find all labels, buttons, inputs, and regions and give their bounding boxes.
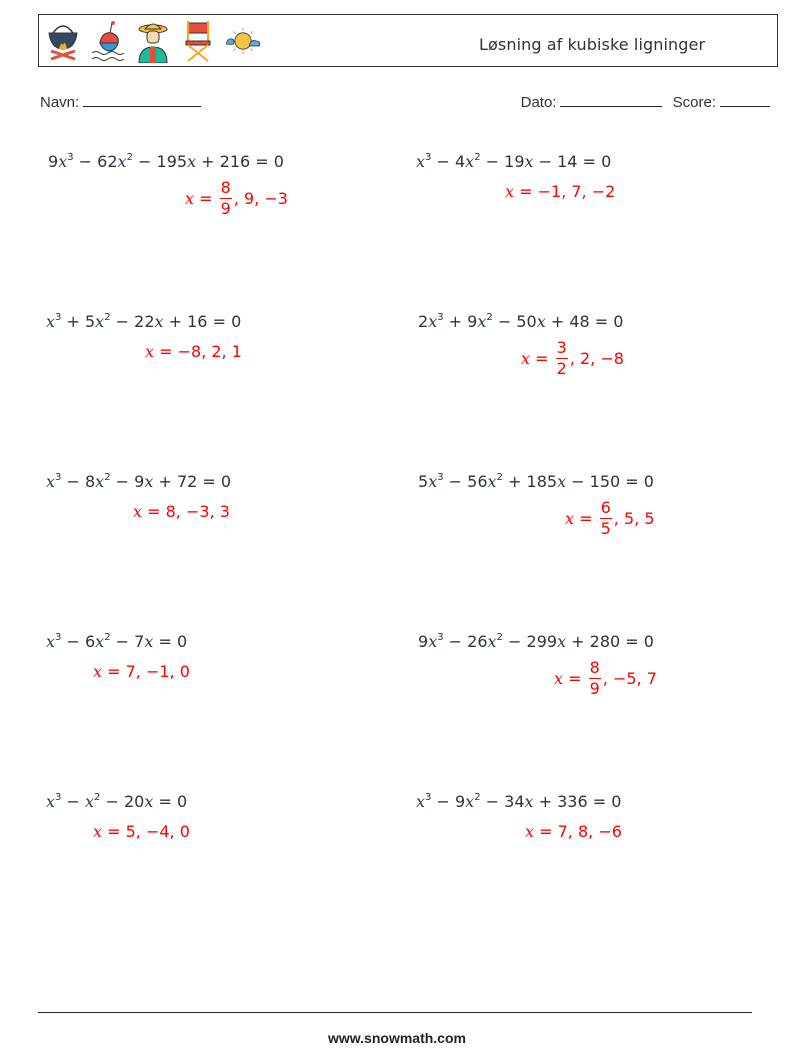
- equation: $x^3 - 6x^2 - 7x = 0$: [46, 632, 188, 651]
- score-field[interactable]: [720, 105, 770, 107]
- answer-2: x = −1, 7, −2: [505, 182, 616, 201]
- problem-9: [46, 792, 187, 811]
- worksheet-header: [38, 14, 778, 67]
- equation: $9x^3 - 62x^2 - 195x + 216 = 0$: [48, 152, 284, 171]
- answer-6: x = $\frac{6}{5}$ , 5, 5: [565, 498, 655, 538]
- answer-3: x = −8, 2, 1: [145, 342, 242, 361]
- date-score-fields: [521, 94, 770, 111]
- problem-2: [416, 152, 611, 171]
- explorer-person-icon: [135, 19, 171, 63]
- footer-url: www.snowmath.com: [328, 1030, 466, 1046]
- problem-6: [418, 472, 654, 491]
- problem-4: [418, 312, 623, 331]
- answer-5: x = 8, −3, 3: [133, 502, 230, 521]
- problem-7: [46, 632, 187, 651]
- problem-8: [418, 632, 654, 651]
- worksheet-title: Løsning af kubiske ligninger: [479, 35, 706, 54]
- score-label: Score:: [672, 94, 716, 111]
- problem-3: [46, 312, 241, 331]
- problem-5: [46, 472, 231, 491]
- problem-10: [416, 792, 621, 811]
- header-icons: [45, 19, 261, 63]
- answer-9: x = 5, −4, 0: [93, 822, 190, 841]
- equation: $x^3 - x^2 - 20x = 0$: [46, 792, 188, 811]
- answer-10: x = 7, 8, −6: [525, 822, 622, 841]
- answer-8: x = $\frac{8}{9}$ , −5, 7: [554, 658, 657, 698]
- problem-1: [48, 152, 284, 171]
- camping-chair-icon: [180, 19, 216, 63]
- name-label: Navn:: [40, 94, 80, 111]
- equation: $9x^3 - 26x^2 - 299x + 280 = 0$: [418, 632, 654, 651]
- cooking-pot-campfire-icon: [45, 19, 81, 63]
- fishing-bobber-icon: [90, 19, 126, 63]
- answer-4: x = $\frac{3}{2}$ , 2, −8: [521, 338, 624, 378]
- equation: $x^3 - 8x^2 - 9x + 72 = 0$: [46, 472, 232, 491]
- equation: $x^3 - 4x^2 - 19x - 14 = 0$: [416, 152, 612, 171]
- equation: $x^3 - 9x^2 - 34x + 336 = 0$: [416, 792, 622, 811]
- equation: $x^3 + 5x^2 - 22x + 16 = 0$: [46, 312, 242, 331]
- footer-divider: [38, 1012, 752, 1013]
- equation: $2x^3 + 9x^2 - 50x + 48 = 0$: [418, 312, 624, 331]
- name-field[interactable]: [40, 94, 201, 111]
- equation: $5x^3 - 56x^2 + 185x - 150 = 0$: [418, 472, 654, 491]
- answer-7: x = 7, −1, 0: [93, 662, 190, 681]
- date-label: Dato:: [520, 94, 557, 111]
- answer-1: x = $\frac{8}{9}$ , 9, −3: [185, 178, 288, 218]
- sun-cloud-icon: [225, 19, 261, 63]
- date-field[interactable]: [560, 105, 662, 107]
